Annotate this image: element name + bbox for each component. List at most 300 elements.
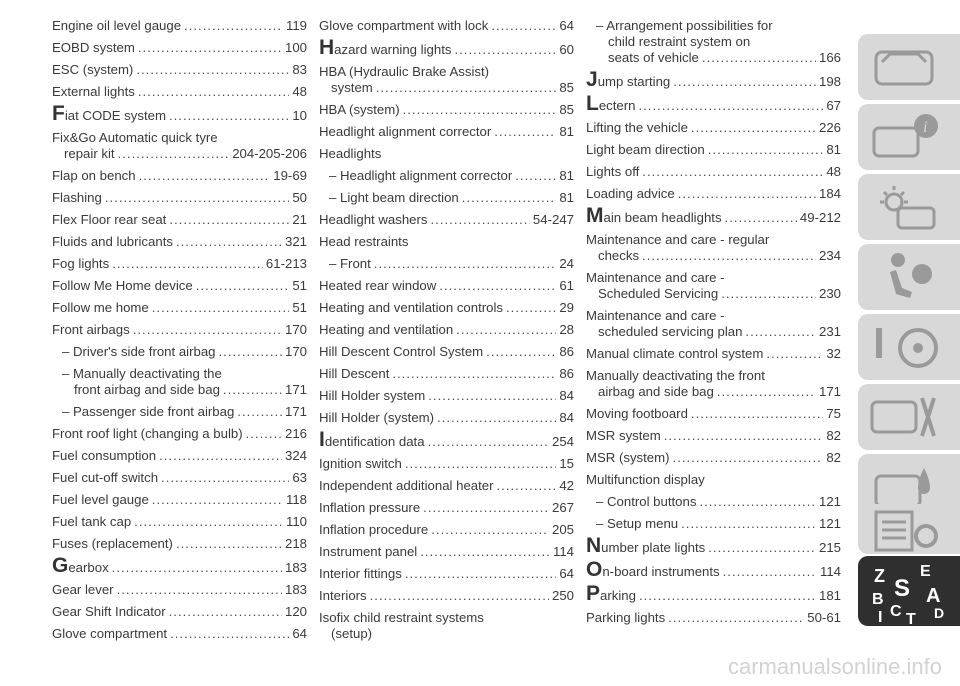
index-entry bbox=[52, 426, 307, 442]
page-number: 81 bbox=[826, 142, 841, 157]
index-entry bbox=[52, 344, 307, 360]
leader-dots bbox=[170, 626, 289, 642]
page-number: 67 bbox=[826, 98, 841, 113]
leader-dots bbox=[169, 604, 282, 620]
leader-dots bbox=[169, 108, 289, 124]
leader-dots bbox=[506, 300, 556, 316]
index-entry bbox=[319, 18, 574, 34]
leader-dots bbox=[456, 322, 556, 338]
page-number: 50 bbox=[292, 190, 307, 205]
entry-text: – Headlight alignment corrector bbox=[329, 168, 513, 183]
leader-dots bbox=[138, 40, 282, 56]
index-entry bbox=[52, 536, 307, 552]
tab-starting-driving[interactable] bbox=[858, 314, 960, 380]
leader-dots bbox=[403, 102, 557, 118]
leader-dots bbox=[708, 142, 824, 158]
leader-dots bbox=[638, 98, 823, 114]
entry-text: Identification data bbox=[319, 428, 425, 451]
entry-text: MSR (system) bbox=[586, 450, 670, 465]
index-entry bbox=[319, 190, 574, 206]
steering-wheel-icon bbox=[868, 318, 948, 376]
entry-text: Follow Me Home device bbox=[52, 278, 193, 293]
index-column-1 bbox=[52, 18, 307, 648]
leader-dots bbox=[721, 286, 816, 302]
car-tools-icon bbox=[868, 388, 948, 446]
page-number: 48 bbox=[826, 164, 841, 179]
page-number: 86 bbox=[559, 366, 574, 381]
entry-text: airbag and side bag bbox=[598, 384, 714, 399]
svg-text:S: S bbox=[894, 575, 911, 602]
index-entry bbox=[586, 186, 841, 202]
leader-dots bbox=[139, 168, 271, 184]
entry-text: Gear lever bbox=[52, 582, 114, 597]
page-number: 321 bbox=[284, 234, 307, 249]
index-entry bbox=[319, 64, 574, 96]
index-entry bbox=[319, 278, 574, 294]
page-number: 170 bbox=[284, 344, 307, 359]
page-number: 166 bbox=[818, 50, 841, 65]
tab-car[interactable] bbox=[858, 34, 960, 100]
svg-text:Z: Z bbox=[874, 566, 885, 586]
page-number: 198 bbox=[818, 74, 841, 89]
page-number: 54-247 bbox=[532, 212, 574, 227]
entry-text: Glove compartment bbox=[52, 626, 168, 641]
entry-text: Flashing bbox=[52, 190, 102, 205]
entry-text: Fix&Go Automatic quick tyre bbox=[52, 130, 218, 145]
entry-text: – Manually deactivating the bbox=[62, 366, 222, 381]
page-number: 100 bbox=[284, 40, 307, 55]
index-entry bbox=[52, 212, 307, 228]
leader-dots bbox=[497, 478, 557, 494]
index-entry bbox=[586, 428, 841, 444]
svg-text:I: I bbox=[878, 609, 883, 626]
entry-text: Main beam headlights bbox=[586, 204, 722, 227]
entry-text: Head restraints bbox=[319, 234, 409, 249]
entry-text: Loading advice bbox=[586, 186, 675, 201]
page-number: 230 bbox=[818, 286, 841, 301]
watermark: carmanualsonline.info bbox=[727, 654, 942, 679]
leader-dots bbox=[374, 256, 557, 272]
page-number: 64 bbox=[292, 626, 307, 641]
entry-text: seats of vehicle bbox=[608, 50, 699, 65]
entry-text: Hill Descent bbox=[319, 366, 390, 381]
index-entry bbox=[586, 494, 841, 510]
index-entry bbox=[586, 472, 841, 488]
tab-car-info[interactable] bbox=[858, 104, 960, 170]
leader-dots bbox=[486, 344, 556, 360]
leader-dots bbox=[405, 566, 557, 582]
index-entry bbox=[319, 610, 574, 642]
entry-text: Inflation procedure bbox=[319, 522, 429, 537]
entry-text: Manually deactivating the front bbox=[586, 368, 765, 383]
entry-text: – Arrangement possibilities for bbox=[596, 18, 773, 33]
index-entry bbox=[586, 308, 841, 340]
index-entry bbox=[52, 448, 307, 464]
entry-text: Gearbox bbox=[52, 554, 109, 577]
leader-dots bbox=[702, 50, 816, 66]
entry-text: Heating and ventilation controls bbox=[319, 300, 504, 315]
tab-emergency[interactable] bbox=[858, 384, 960, 450]
index-entry bbox=[319, 300, 574, 316]
entry-text: Number plate lights bbox=[586, 534, 706, 557]
svg-text:B: B bbox=[872, 591, 884, 608]
entry-text: Multifunction display bbox=[586, 472, 705, 487]
leader-dots bbox=[491, 18, 556, 34]
page-number: 81 bbox=[559, 168, 574, 183]
page-number: 64 bbox=[559, 566, 574, 581]
page-number: 19-69 bbox=[273, 168, 307, 183]
leader-dots bbox=[112, 560, 282, 576]
leader-dots bbox=[138, 84, 290, 100]
entry-text: Glove compartment with lock bbox=[319, 18, 489, 33]
index-entry bbox=[52, 40, 307, 56]
index-entry bbox=[52, 84, 307, 100]
leader-dots bbox=[428, 388, 556, 404]
page-number: 204-205-206 bbox=[232, 146, 307, 161]
lights-icon bbox=[868, 178, 948, 236]
leader-dots bbox=[515, 168, 556, 184]
index-entry bbox=[52, 102, 307, 125]
leader-dots bbox=[152, 300, 290, 316]
car-icon bbox=[868, 38, 948, 96]
entry-text: Interiors bbox=[319, 588, 367, 603]
index-entry bbox=[319, 256, 574, 272]
index-entry bbox=[52, 168, 307, 184]
leader-dots bbox=[392, 366, 556, 382]
entry-text: Headlight alignment corrector bbox=[319, 124, 492, 139]
leader-dots bbox=[237, 404, 282, 420]
entry-text: Front roof light (changing a bulb) bbox=[52, 426, 243, 441]
entry-text: Interior fittings bbox=[319, 566, 402, 581]
entry-text: repair kit bbox=[64, 146, 115, 161]
entry-text: front airbag and side bag bbox=[74, 382, 220, 397]
index-entry bbox=[319, 566, 574, 582]
entry-text: Parking bbox=[586, 582, 636, 605]
leader-dots bbox=[642, 164, 823, 180]
page-number: 254 bbox=[551, 434, 574, 449]
entry-text: Inflation pressure bbox=[319, 500, 421, 515]
page-number: 48 bbox=[292, 84, 307, 99]
page-number: 324 bbox=[284, 448, 307, 463]
leader-dots bbox=[117, 582, 282, 598]
entry-text: Lectern bbox=[586, 92, 636, 115]
page-number: 81 bbox=[559, 190, 574, 205]
page-number: 85 bbox=[559, 102, 574, 117]
page-number: 121 bbox=[818, 494, 841, 509]
svg-text:A: A bbox=[926, 585, 941, 607]
page-number: 234 bbox=[818, 248, 841, 263]
index-entry bbox=[52, 322, 307, 338]
page-number: 114 bbox=[552, 544, 574, 559]
page-number: 226 bbox=[818, 120, 841, 135]
index-entry bbox=[319, 544, 574, 560]
tab-safety[interactable] bbox=[858, 244, 960, 310]
index-entry bbox=[52, 234, 307, 250]
entry-text: Heating and ventilation bbox=[319, 322, 454, 337]
entry-text: Gear Shift Indicator bbox=[52, 604, 166, 619]
index-entry bbox=[586, 92, 841, 115]
index-entry bbox=[52, 18, 307, 34]
index-entry bbox=[52, 366, 307, 398]
entry-text: Fuel level gauge bbox=[52, 492, 149, 507]
index-entry bbox=[52, 256, 307, 272]
leader-dots bbox=[112, 256, 263, 272]
checklist-gear-icon bbox=[868, 508, 948, 554]
page-number: 121 bbox=[818, 516, 841, 531]
entry-text: system bbox=[331, 80, 373, 95]
index-entry bbox=[586, 68, 841, 91]
index-entry bbox=[319, 522, 574, 538]
leader-dots bbox=[152, 492, 283, 508]
index-entry bbox=[586, 142, 841, 158]
page-number: 118 bbox=[285, 492, 307, 507]
svg-text:i: i bbox=[923, 119, 928, 136]
page-number: 83 bbox=[292, 62, 307, 77]
leader-dots bbox=[176, 234, 282, 250]
entry-text: Hazard warning lights bbox=[319, 36, 452, 59]
tab-technical-data[interactable] bbox=[858, 504, 960, 554]
page-number: 29 bbox=[559, 300, 574, 315]
entry-text: Independent additional heater bbox=[319, 478, 494, 493]
leader-dots bbox=[691, 406, 823, 422]
leader-dots bbox=[196, 278, 290, 294]
entry-text: Lifting the vehicle bbox=[586, 120, 688, 135]
svg-text:T: T bbox=[906, 611, 916, 626]
index-entry bbox=[319, 344, 574, 360]
index-entry bbox=[586, 164, 841, 180]
entry-text: ESC (system) bbox=[52, 62, 134, 77]
entry-text: Heated rear window bbox=[319, 278, 437, 293]
index-entry bbox=[586, 516, 841, 532]
index-entry bbox=[586, 120, 841, 136]
leader-dots bbox=[246, 426, 282, 442]
index-entry bbox=[319, 366, 574, 382]
leader-dots bbox=[691, 120, 816, 136]
page-number: 267 bbox=[551, 500, 574, 515]
index-icon bbox=[868, 560, 954, 626]
leader-dots bbox=[420, 544, 550, 560]
entry-text: Fuel cut-off switch bbox=[52, 470, 159, 485]
page-number: 50-61 bbox=[807, 610, 841, 625]
index-entry bbox=[586, 450, 841, 466]
entry-text: Lights off bbox=[586, 164, 640, 179]
page-number: 231 bbox=[818, 324, 841, 339]
index-entry bbox=[319, 146, 574, 162]
leader-dots bbox=[745, 324, 816, 340]
index-entry bbox=[319, 478, 574, 494]
page-number: 64 bbox=[559, 18, 574, 33]
page-number: 10 bbox=[292, 108, 307, 123]
leader-dots bbox=[642, 248, 816, 264]
index-entry bbox=[52, 492, 307, 508]
leader-dots bbox=[766, 346, 823, 362]
tab-index[interactable] bbox=[858, 556, 960, 626]
entry-text: – Setup menu bbox=[596, 516, 679, 531]
index-entry bbox=[586, 18, 841, 66]
leader-dots bbox=[176, 536, 282, 552]
entry-text: Maintenance and care - bbox=[586, 270, 725, 285]
page-number: 61 bbox=[559, 278, 574, 293]
page-number: 171 bbox=[818, 384, 841, 399]
leader-dots bbox=[494, 124, 556, 140]
index-entry bbox=[586, 346, 841, 362]
index-entry bbox=[319, 428, 574, 451]
index-entry bbox=[52, 62, 307, 78]
leader-dots bbox=[681, 516, 816, 532]
entry-text: scheduled servicing plan bbox=[598, 324, 743, 339]
entry-text: Hill Holder system bbox=[319, 388, 426, 403]
entry-text: – Passenger side front airbag bbox=[62, 404, 235, 419]
leader-dots bbox=[219, 344, 282, 360]
page-number: 120 bbox=[284, 604, 307, 619]
chapter-sidebar bbox=[858, 0, 960, 686]
entry-text: – Control buttons bbox=[596, 494, 697, 509]
entry-text: Isofix child restraint systems bbox=[319, 610, 484, 625]
leader-dots bbox=[708, 540, 816, 556]
entry-text: Maintenance and care - bbox=[586, 308, 725, 323]
car-info-icon bbox=[868, 108, 948, 166]
entry-text: Fuel tank cap bbox=[52, 514, 132, 529]
entry-text: Fuses (replacement) bbox=[52, 536, 173, 551]
index-entry bbox=[319, 410, 574, 426]
entry-text: Fluids and lubricants bbox=[52, 234, 173, 249]
index-entry bbox=[319, 36, 574, 59]
entry-text: Fog lights bbox=[52, 256, 110, 271]
entry-text: Scheduled Servicing bbox=[598, 286, 719, 301]
index-entry bbox=[52, 278, 307, 294]
index-entry bbox=[586, 534, 841, 557]
index-entry bbox=[319, 234, 574, 250]
entry-text: – Front bbox=[329, 256, 371, 271]
page-number: 205 bbox=[551, 522, 574, 537]
page-number: 183 bbox=[284, 582, 307, 597]
page-number: 82 bbox=[826, 450, 841, 465]
leader-dots bbox=[723, 564, 817, 580]
index-entry bbox=[586, 582, 841, 605]
index-entry bbox=[52, 582, 307, 598]
entry-text: checks bbox=[598, 248, 640, 263]
entry-text: Light beam direction bbox=[586, 142, 705, 157]
index-entry bbox=[319, 212, 574, 228]
index-entry bbox=[319, 588, 574, 604]
entry-text: Manual climate control system bbox=[586, 346, 764, 361]
entry-text: MSR system bbox=[586, 428, 661, 443]
index-column-3 bbox=[586, 18, 841, 632]
page-number: 15 bbox=[559, 456, 574, 471]
index-entry bbox=[586, 610, 841, 626]
page-number: 86 bbox=[559, 344, 574, 359]
entry-text: Follow me home bbox=[52, 300, 149, 315]
page-number: 51 bbox=[292, 300, 307, 315]
page-number: 49-212 bbox=[799, 210, 841, 225]
leader-dots bbox=[134, 514, 283, 530]
leader-dots bbox=[105, 190, 289, 206]
leader-dots bbox=[431, 212, 530, 228]
index-entry bbox=[319, 102, 574, 118]
page-number: 85 bbox=[559, 80, 574, 95]
page-number: 215 bbox=[818, 540, 841, 555]
leader-dots bbox=[370, 588, 549, 604]
index-entry bbox=[52, 130, 307, 162]
index-column-2 bbox=[319, 18, 574, 648]
page-number: 21 bbox=[292, 212, 307, 227]
entry-text: Engine oil level gauge bbox=[52, 18, 182, 33]
leader-dots bbox=[725, 210, 797, 226]
leader-dots bbox=[717, 384, 816, 400]
leader-dots bbox=[159, 448, 282, 464]
entry-text: Instrument panel bbox=[319, 544, 418, 559]
entry-text: Parking lights bbox=[586, 610, 666, 625]
page-number: 42 bbox=[559, 478, 574, 493]
tab-lights[interactable] bbox=[858, 174, 960, 240]
page-number: 216 bbox=[284, 426, 307, 441]
leader-dots bbox=[673, 450, 824, 466]
leader-dots bbox=[673, 74, 816, 90]
entry-text: On-board instruments bbox=[586, 558, 720, 581]
page-number: 250 bbox=[551, 588, 574, 603]
entry-text: – Driver's side front airbag bbox=[62, 344, 216, 359]
index-entry bbox=[586, 406, 841, 422]
index-entry bbox=[319, 322, 574, 338]
entry-text: Hill Descent Control System bbox=[319, 344, 484, 359]
entry-text: Ignition switch bbox=[319, 456, 402, 471]
svg-text:D: D bbox=[934, 605, 945, 621]
leader-dots bbox=[405, 456, 557, 472]
entry-text: HBA (Hydraulic Brake Assist) bbox=[319, 64, 490, 79]
page-number: 110 bbox=[285, 514, 307, 529]
page-number: 60 bbox=[559, 42, 574, 57]
page-number: 84 bbox=[559, 388, 574, 403]
svg-text:C: C bbox=[890, 603, 902, 620]
index-entry bbox=[586, 368, 841, 400]
leader-dots bbox=[423, 500, 549, 516]
leader-dots bbox=[431, 522, 549, 538]
index-entry bbox=[52, 604, 307, 620]
entry-text: – Light beam direction bbox=[329, 190, 459, 205]
index-entry bbox=[319, 388, 574, 404]
leader-dots bbox=[161, 470, 289, 486]
leader-dots bbox=[454, 42, 556, 58]
entry-text: Flex Floor rear seat bbox=[52, 212, 167, 227]
page-number: 183 bbox=[284, 560, 307, 575]
entry-text: Headlight washers bbox=[319, 212, 428, 227]
entry-text: child restraint system on bbox=[608, 34, 751, 49]
leader-dots bbox=[462, 190, 557, 206]
leader-dots bbox=[664, 428, 824, 444]
index-entry bbox=[586, 232, 841, 264]
entry-text: Jump starting bbox=[586, 68, 671, 91]
index-entry bbox=[586, 204, 841, 227]
entry-text: Fiat CODE system bbox=[52, 102, 166, 125]
index-entry bbox=[52, 470, 307, 486]
leader-dots bbox=[639, 588, 816, 604]
page-number: 171 bbox=[284, 382, 307, 397]
page-number: 82 bbox=[826, 428, 841, 443]
page-number: 81 bbox=[559, 124, 574, 139]
index-entry bbox=[319, 500, 574, 516]
entry-text: Maintenance and care - regular bbox=[586, 232, 770, 247]
entry-text: External lights bbox=[52, 84, 135, 99]
leader-dots bbox=[437, 410, 556, 426]
leader-dots bbox=[169, 212, 289, 228]
leader-dots bbox=[428, 434, 549, 450]
svg-text:E: E bbox=[920, 563, 931, 580]
leader-dots bbox=[439, 278, 556, 294]
page-number: 184 bbox=[818, 186, 841, 201]
index-entry bbox=[52, 554, 307, 577]
page-number: 181 bbox=[818, 588, 841, 603]
leader-dots bbox=[668, 610, 804, 626]
